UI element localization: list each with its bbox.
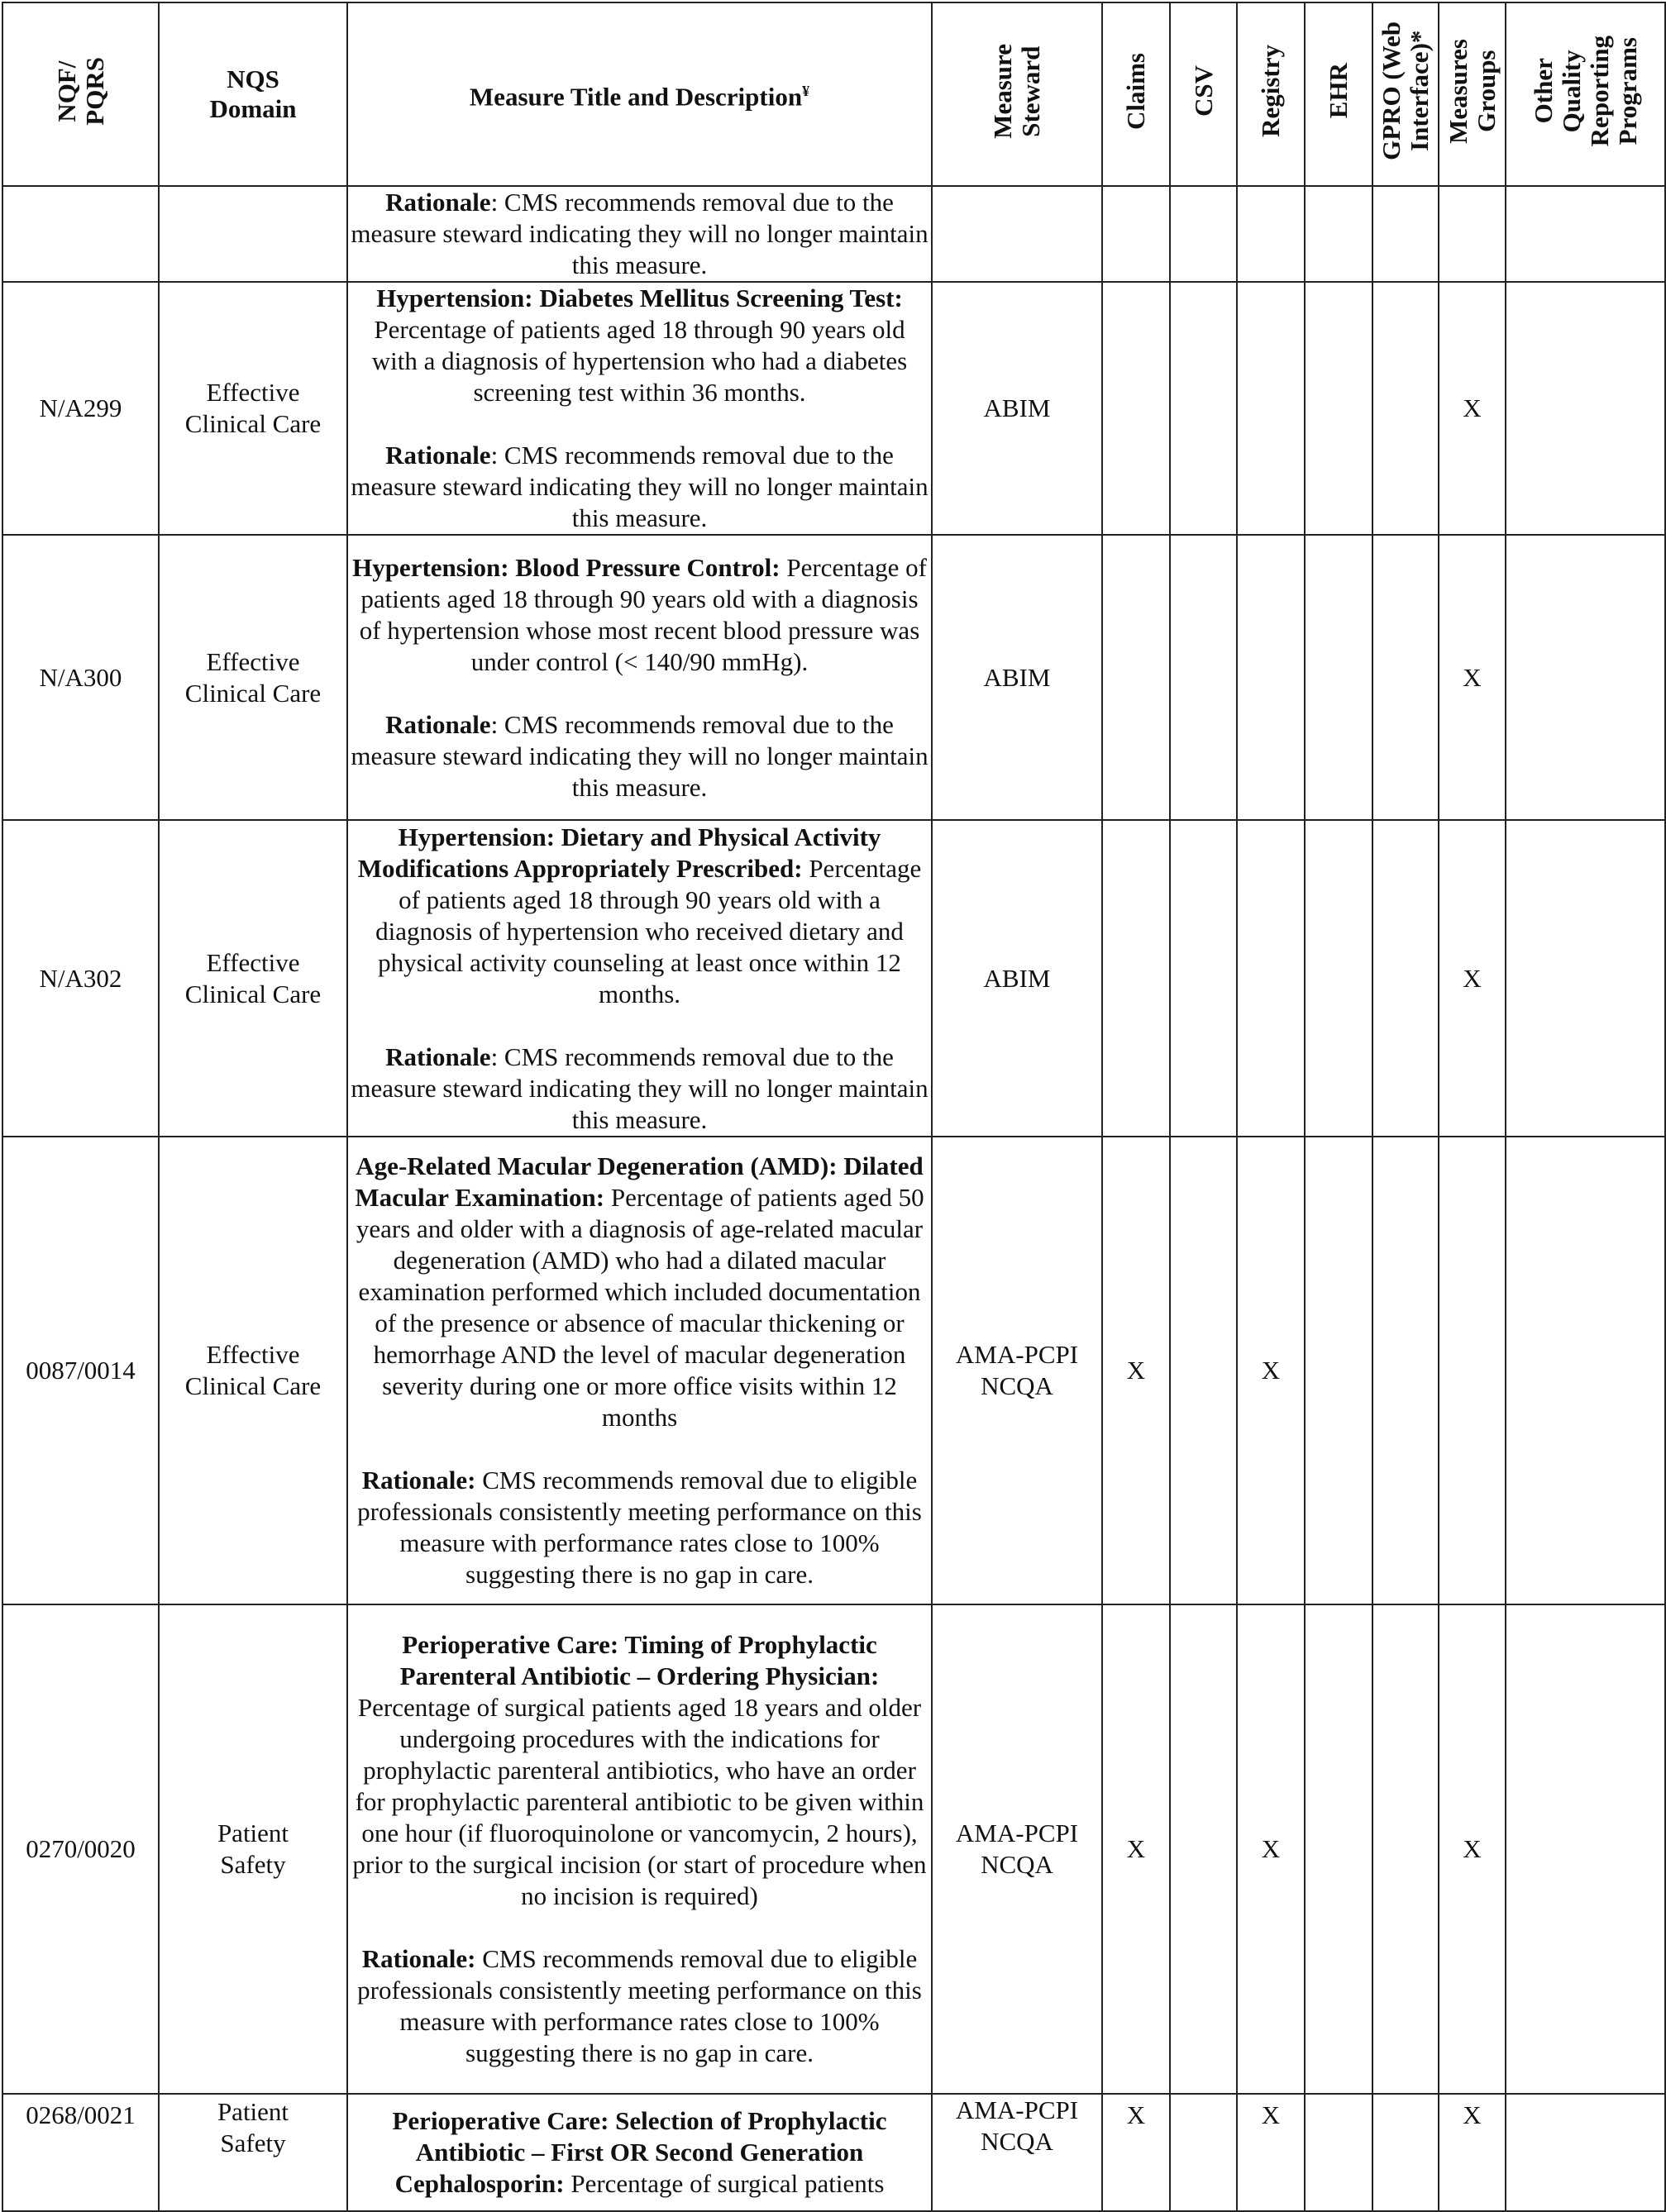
table-row [2, 2094, 1665, 2211]
measure-steward-cell: ABIM [932, 820, 1102, 1137]
rationale-text: : CMS recommends removal due to the measure steward indicating they will no longer maintain this measure. [351, 1042, 928, 1134]
col-header-registry [1237, 2, 1305, 186]
table-row [2, 1604, 1665, 2094]
table-row [2, 820, 1665, 1137]
measure-description-cell [347, 1137, 932, 1604]
nqs-domain-cell: Patient Safety [159, 1604, 347, 2094]
ehr-cell [1305, 1137, 1372, 1604]
measure-description-cell [347, 535, 932, 820]
gpro-cell [1372, 1604, 1439, 2094]
gpro-cell [1372, 186, 1439, 282]
csv-cell [1170, 186, 1237, 282]
measure-steward-cell [932, 186, 1102, 282]
gpro-cell [1372, 535, 1439, 820]
measure-description-cell [347, 820, 932, 1137]
measures-groups-cell: X [1439, 1604, 1506, 2094]
col-header-measure-title [347, 2, 932, 186]
registry-cell [1237, 535, 1305, 820]
measures-groups-cell: X [1439, 535, 1506, 820]
col-header-gpro [1372, 2, 1439, 186]
nqf-pqrs-cell: 0270/0020 [2, 1604, 159, 2094]
ehr-cell [1305, 535, 1372, 820]
measure-description-cell [347, 1604, 932, 2094]
nqf-pqrs-cell: 0087/0014 [2, 1137, 159, 1604]
measure-steward-cell: ABIM [932, 535, 1102, 820]
rationale-label: Rationale [385, 709, 491, 739]
measure-title: Age-Related Macular Degeneration (AMD): Dilated Macular Examination: [355, 1151, 924, 1212]
measure-description-cell [347, 186, 932, 282]
other-programs-cell [1506, 2094, 1665, 2211]
rationale-text: CMS recommends removal due to eligible professionals consistently meeting performance on this measure with performance rates close to 100% suggesting there is no gap in care. [357, 1466, 922, 1589]
other-programs-cell [1506, 186, 1665, 282]
col-header-label: EHR [1324, 63, 1353, 119]
col-header-label: Measures Groups [1443, 38, 1501, 144]
measures-groups-cell [1439, 186, 1506, 282]
claims-cell [1102, 535, 1170, 820]
claims-cell [1102, 282, 1170, 535]
col-header-measures-groups [1439, 2, 1506, 186]
col-header-label: Claims [1121, 52, 1150, 130]
col-header-label: NQS Domain [209, 64, 297, 123]
measure-steward-cell: AMA-PCPI NCQA [932, 1604, 1102, 2094]
registry-cell [1237, 282, 1305, 535]
measures-groups-cell: X [1439, 820, 1506, 1137]
table-row [2, 1137, 1665, 1604]
other-programs-cell [1506, 1604, 1665, 2094]
measure-title: Hypertension: Diabetes Mellitus Screening Test: [376, 284, 903, 312]
nqs-domain-cell: Effective Clinical Care [159, 1137, 347, 1604]
rationale-text: : CMS recommends removal due to the measure steward indicating they will no longer maintain this measure. [351, 709, 928, 802]
nqf-pqrs-cell [2, 186, 159, 282]
measure-description: Percentage of patients aged 50 years and older with a diagnosis of age-related macular degeneration (AMD) who had a dilated macular examination performed which included documentation of the presence or absence of macular thickening or hemorrhage AND the level of macular degeneration severity during one or more office visits within 12 months [356, 1183, 924, 1432]
col-header-label: CSV [1188, 64, 1218, 117]
col-header-label: NQF/ PQRS [51, 56, 109, 126]
measure-title: Hypertension: Dietary and Physical Activity Modifications Appropriately Prescribed: [357, 822, 881, 883]
registry-cell: X [1237, 1137, 1305, 1604]
measure-title: Perioperative Care: Selection of Prophylactic Antibiotic – First OR Second Generation Cephalosporin: [392, 2106, 887, 2198]
claims-cell [1102, 186, 1170, 282]
other-programs-cell [1506, 282, 1665, 535]
other-programs-cell [1506, 1137, 1665, 1604]
rationale-text: : CMS recommends removal due to the measure steward indicating they will no longer maintain this measure. [351, 441, 928, 532]
nqs-domain-cell: Patient Safety [159, 2094, 347, 2211]
col-header-label: Measure Title and Description [469, 82, 803, 112]
col-header-nqs-domain [159, 2, 347, 186]
gpro-cell [1372, 820, 1439, 1137]
registry-cell: X [1237, 2094, 1305, 2211]
measures-groups-cell: X [1439, 2094, 1506, 2211]
rationale-label: Rationale [385, 441, 491, 470]
registry-cell: X [1237, 1604, 1305, 2094]
rationale-label: Rationale: [361, 1944, 476, 1973]
csv-cell [1170, 2094, 1237, 2211]
col-header-other-programs [1506, 2, 1665, 186]
col-header-csv [1170, 2, 1237, 186]
rationale-text: : CMS recommends removal due to the measure steward indicating they will no longer maintain this measure. [351, 188, 928, 279]
registry-cell [1237, 186, 1305, 282]
nqf-pqrs-cell: N/A299 [2, 282, 159, 535]
other-programs-cell [1506, 535, 1665, 820]
csv-cell [1170, 1604, 1237, 2094]
col-header-nqf-pqrs [2, 2, 159, 186]
col-header-label: Measure Steward [988, 43, 1045, 139]
measure-description-cell [347, 282, 932, 535]
claims-cell: X [1102, 1604, 1170, 2094]
table-row [2, 186, 1665, 282]
other-programs-cell [1506, 820, 1665, 1137]
nqs-domain-cell: Effective Clinical Care [159, 820, 347, 1137]
nqf-pqrs-cell: N/A300 [2, 535, 159, 820]
ehr-cell [1305, 2094, 1372, 2211]
table-row [2, 535, 1665, 820]
nqf-pqrs-cell: 0268/0021 [2, 2094, 159, 2211]
ehr-cell [1305, 1604, 1372, 2094]
measure-description: Percentage of surgical patients aged 18 years and older undergoing procedures with the indications for prophylactic parenteral antibiotics, who have an order for prophylactic parenteral antibiotic to be given within one hour (if fluoroquinolone or vancomycin, 2 hours), prior to the surgical incision (or start of procedure when no incision is required) [352, 1693, 927, 1910]
table-row [2, 282, 1665, 535]
nqs-domain-cell [159, 186, 347, 282]
gpro-cell [1372, 1137, 1439, 1604]
measure-steward-cell: AMA-PCPI NCQA [932, 1137, 1102, 1604]
ehr-cell [1305, 186, 1372, 282]
csv-cell [1170, 1137, 1237, 1604]
measure-steward-cell: ABIM [932, 282, 1102, 535]
claims-cell: X [1102, 1137, 1170, 1604]
csv-cell [1170, 282, 1237, 535]
gpro-cell [1372, 2094, 1439, 2211]
col-header-label: Other Quality Reporting Programs [1528, 35, 1642, 147]
measure-description: Percentage of patients aged 18 through 90 years old with a diagnosis of hypertension who received dietary and physical activity counseling at least once within 12 months. [375, 853, 922, 1008]
measures-groups-cell [1439, 1137, 1506, 1604]
measures-table [2, 2, 1666, 2212]
claims-cell: X [1102, 2094, 1170, 2211]
col-header-claims [1102, 2, 1170, 186]
measure-description: Percentage of surgical patients [564, 2169, 885, 2198]
gpro-cell [1372, 282, 1439, 535]
ehr-cell [1305, 282, 1372, 535]
claims-cell [1102, 820, 1170, 1137]
measures-groups-cell: X [1439, 282, 1506, 535]
col-header-label: Registry [1256, 45, 1285, 137]
csv-cell [1170, 535, 1237, 820]
col-header-ehr [1305, 2, 1372, 186]
rationale-label: Rationale [385, 1042, 491, 1071]
measure-description-cell [347, 2094, 932, 2211]
header-row [2, 2, 1665, 186]
measure-title: Perioperative Care: Timing of Prophylactic Parenteral Antibiotic – Ordering Physician: [399, 1630, 880, 1690]
measure-steward-cell: AMA-PCPI NCQA [932, 2094, 1102, 2211]
col-header-label: GPRO (Web Interface)* [1377, 21, 1434, 160]
measure-description: Percentage of patients aged 18 through 90 years old with a diagnosis of hypertension who had a diabetes screening test within 36 months. [371, 315, 908, 407]
nqs-domain-cell: Effective Clinical Care [159, 282, 347, 535]
col-header-measure-steward [932, 2, 1102, 186]
measure-title: Hypertension: Blood Pressure Control: [352, 552, 780, 582]
ehr-cell [1305, 820, 1372, 1137]
rationale-text: CMS recommends removal due to eligible professionals consistently meeting performance on this measure with performance rates close to 100% suggesting there is no gap in care. [357, 1944, 922, 2067]
table-body [2, 186, 1665, 2211]
registry-cell [1237, 820, 1305, 1137]
rationale-label: Rationale [385, 188, 491, 217]
nqs-domain-cell: Effective Clinical Care [159, 535, 347, 820]
yen-footnote-mark: ¥ [802, 83, 810, 100]
measure-description: Percentage of patients aged 18 through 90 years old with a diagnosis of hypertension whose most recent blood pressure was under control (< 140/90 mmHg). [359, 552, 927, 676]
rationale-label: Rationale: [361, 1466, 476, 1495]
csv-cell [1170, 820, 1237, 1137]
nqf-pqrs-cell: N/A302 [2, 820, 159, 1137]
